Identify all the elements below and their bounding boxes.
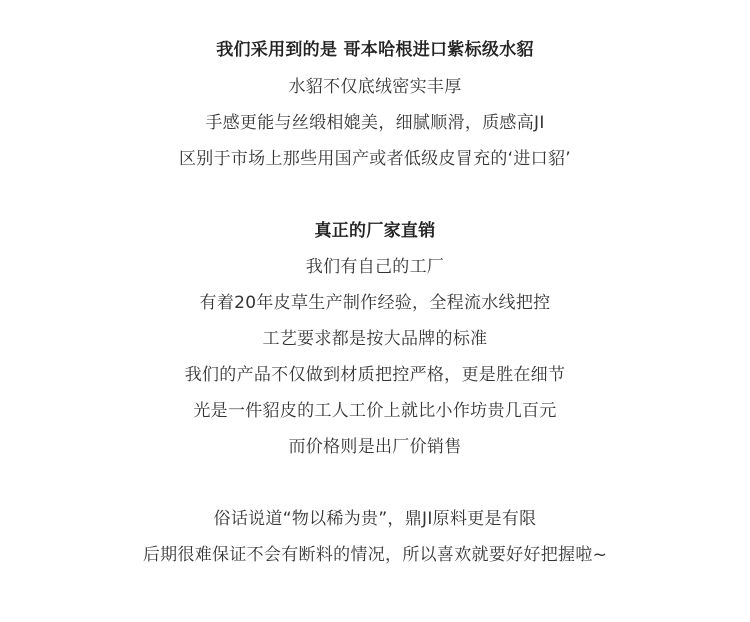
section2-line-6: 而价格则是出厂价销售 [288,437,462,457]
section2-line-3: 工艺要求都是按大品牌的标准 [262,329,488,349]
section1-line-1: 水貂不仅底绒密实丰厚 [288,77,462,97]
section2-line-4: 我们的产品不仅做到材质把控严格，更是胜在细节 [184,365,566,385]
section1-heading: 我们采用到的是 哥本哈根进口紫标级水貂 [216,40,534,60]
section2-line-1: 我们有自己的工厂 [305,257,445,277]
section1-line-3: 区别于市场上那些用国产或者低级皮冒充的‘进口貂’ [178,149,571,169]
section3-line-1: 俗话说道“物以稀为贵”，鼎JI原料更是有限 [213,509,537,529]
section1-line-2: 手感更能与丝缎相媲美，细腻顺滑，质感高JI [205,113,545,133]
section2-line-2: 有着20年皮草生产制作经验，全程流水线把控 [199,293,551,313]
section2-heading: 真正的厂家直销 [314,221,436,241]
section3-line-2: 后期很难保证不会有断料的情况，所以喜欢就要好好把握啦~ [142,545,608,565]
section2-line-5: 光是一件貂皮的工人工价上就比小作坊贵几百元 [193,401,557,421]
